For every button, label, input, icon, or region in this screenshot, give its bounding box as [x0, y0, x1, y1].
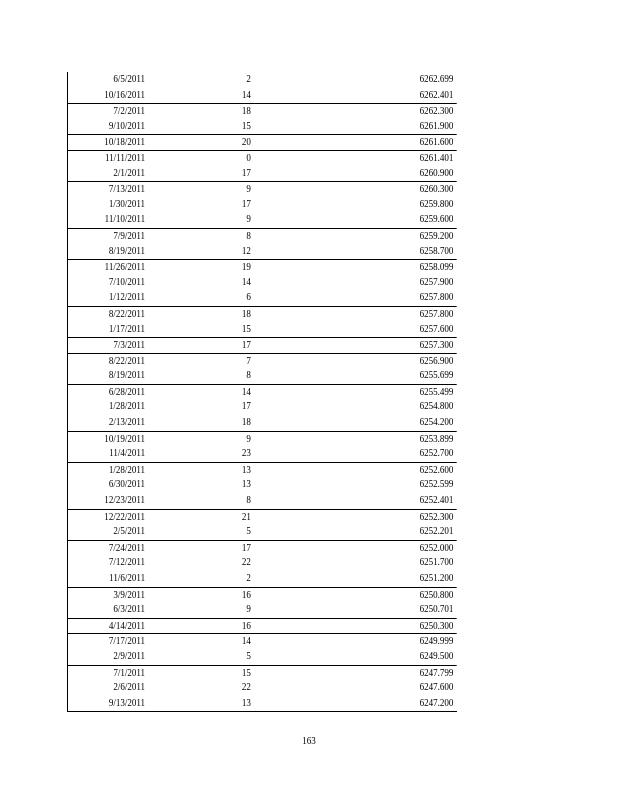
date-cell: 7/24/2011 — [108, 541, 146, 554]
date-cell: 8/19/2011 — [108, 244, 146, 257]
count-cell: 16 — [241, 588, 251, 601]
count-cell: 14 — [241, 275, 251, 288]
table-row — [68, 166, 457, 182]
count-cell: 22 — [241, 681, 251, 694]
date-cell: 11/11/2011 — [104, 151, 146, 164]
table-row — [68, 431, 457, 447]
table-row — [68, 384, 457, 400]
value-cell: 6257.900 — [419, 275, 454, 288]
count-cell: 0 — [246, 151, 251, 164]
count-cell: 14 — [241, 635, 251, 648]
table-row — [68, 555, 457, 571]
table-row — [68, 150, 457, 166]
data-table — [67, 72, 457, 712]
value-cell: 6255.499 — [419, 385, 454, 398]
date-cell: 1/28/2011 — [108, 463, 146, 476]
date-cell: 11/6/2011 — [109, 572, 146, 584]
table-row — [68, 103, 457, 119]
value-cell: 6252.401 — [419, 494, 454, 507]
count-cell: 17 — [241, 400, 251, 413]
value-cell: 6262.401 — [419, 88, 454, 101]
count-cell: 9 — [246, 603, 251, 616]
value-cell: 6257.800 — [419, 307, 454, 320]
date-cell: 7/13/2011 — [108, 183, 146, 196]
table-row — [68, 618, 457, 634]
value-cell: 6257.300 — [419, 339, 454, 352]
count-cell: 19 — [241, 261, 251, 274]
value-cell: 6254.800 — [419, 400, 454, 413]
table-row — [68, 306, 457, 322]
value-cell: 6260.900 — [419, 166, 454, 179]
table-row — [68, 290, 457, 306]
table-row — [68, 119, 457, 135]
value-cell: 6249.999 — [419, 635, 454, 648]
count-cell: 18 — [241, 105, 251, 118]
count-cell: 17 — [241, 541, 251, 554]
value-cell: 6247.600 — [419, 681, 454, 694]
table-row — [68, 197, 457, 213]
table-row — [68, 477, 457, 493]
date-cell: 7/12/2011 — [108, 556, 146, 569]
value-cell: 6257.600 — [419, 322, 454, 335]
count-cell: 8 — [246, 494, 251, 507]
count-cell: 6 — [246, 291, 251, 304]
table-row — [68, 680, 457, 696]
date-cell: 7/17/2011 — [108, 635, 146, 648]
date-cell: 11/26/2011 — [104, 261, 146, 274]
date-cell: 8/19/2011 — [108, 369, 146, 382]
date-cell: 8/22/2011 — [108, 354, 146, 367]
count-cell: 8 — [246, 229, 251, 242]
table-row — [68, 415, 457, 431]
value-cell: 6251.700 — [419, 556, 454, 569]
page-number: 163 — [302, 735, 316, 747]
table-row — [68, 524, 457, 540]
date-cell: 6/30/2011 — [108, 478, 146, 491]
value-cell: 6260.300 — [419, 183, 454, 196]
date-cell: 10/18/2011 — [104, 136, 146, 149]
value-cell: 6247.200 — [419, 696, 454, 709]
count-cell: 5 — [246, 525, 251, 538]
count-cell: 18 — [241, 416, 251, 429]
date-cell: 2/5/2011 — [113, 525, 146, 538]
date-cell: 7/1/2011 — [113, 666, 146, 679]
count-cell: 2 — [246, 572, 251, 584]
table-row — [68, 212, 457, 228]
date-cell: 10/19/2011 — [104, 432, 146, 445]
count-cell: 18 — [241, 307, 251, 320]
value-cell: 6252.599 — [419, 478, 454, 491]
count-cell: 7 — [246, 354, 251, 367]
table-row — [68, 540, 457, 556]
table-row — [68, 228, 457, 244]
table-row — [68, 134, 457, 150]
date-cell: 1/30/2011 — [108, 197, 146, 210]
count-cell: 17 — [241, 339, 251, 352]
table-row — [68, 337, 457, 353]
count-cell: 13 — [241, 478, 251, 491]
value-cell: 6254.200 — [419, 416, 454, 429]
table-row — [68, 602, 457, 618]
date-cell: 12/23/2011 — [104, 494, 146, 507]
value-cell: 6249.500 — [419, 649, 454, 662]
value-cell: 6262.300 — [419, 105, 454, 118]
value-cell: 6252.000 — [419, 541, 454, 554]
value-cell: 6247.799 — [419, 666, 454, 679]
count-cell: 13 — [241, 696, 251, 709]
value-cell: 6252.600 — [419, 463, 454, 476]
date-cell: 7/9/2011 — [113, 229, 146, 242]
count-cell: 8 — [246, 369, 251, 382]
value-cell: 6252.300 — [419, 510, 454, 523]
count-cell: 13 — [241, 463, 251, 476]
value-cell: 6250.300 — [419, 619, 454, 632]
count-cell: 15 — [241, 119, 251, 132]
value-cell: 6250.701 — [419, 603, 454, 616]
value-cell: 6251.200 — [419, 572, 454, 584]
date-cell: 3/9/2011 — [113, 588, 146, 601]
table-row — [68, 275, 457, 291]
table-row — [68, 446, 457, 462]
table-row — [68, 493, 457, 509]
value-cell: 6258.099 — [419, 261, 454, 274]
date-cell: 7/2/2011 — [113, 105, 146, 118]
count-cell: 15 — [241, 322, 251, 335]
date-cell: 11/10/2011 — [104, 213, 146, 226]
table-row — [68, 322, 457, 338]
date-cell: 1/17/2011 — [108, 322, 146, 335]
date-cell: 6/5/2011 — [113, 73, 146, 85]
table-row — [68, 665, 457, 681]
count-cell: 2 — [246, 73, 251, 85]
date-cell: 9/10/2011 — [108, 119, 146, 132]
count-cell: 12 — [241, 244, 251, 257]
table-row — [68, 259, 457, 275]
count-cell: 14 — [241, 385, 251, 398]
value-cell: 6252.201 — [419, 525, 454, 538]
date-cell: 6/28/2011 — [108, 385, 146, 398]
table-row — [68, 587, 457, 603]
value-cell: 6255.699 — [419, 369, 454, 382]
table-row — [68, 368, 457, 384]
table-row — [68, 649, 457, 665]
table-row — [68, 462, 457, 478]
count-cell: 17 — [241, 197, 251, 210]
count-cell: 16 — [241, 619, 251, 632]
count-cell: 5 — [246, 649, 251, 662]
date-cell: 12/22/2011 — [104, 510, 146, 523]
count-cell: 14 — [241, 88, 251, 101]
table-row — [68, 571, 457, 587]
date-cell: 8/22/2011 — [108, 307, 146, 320]
table-row — [68, 181, 457, 197]
date-cell: 2/1/2011 — [113, 166, 146, 179]
table-row — [68, 509, 457, 525]
date-cell: 1/12/2011 — [108, 291, 146, 304]
date-cell: 7/10/2011 — [108, 275, 146, 288]
value-cell: 6259.200 — [419, 229, 454, 242]
table-row — [68, 696, 457, 712]
date-cell: 4/14/2011 — [108, 619, 146, 632]
count-cell: 9 — [246, 213, 251, 226]
value-cell: 6256.900 — [419, 354, 454, 367]
table-row — [68, 353, 457, 369]
value-cell: 6261.401 — [419, 151, 454, 164]
date-cell: 1/28/2011 — [108, 400, 146, 413]
value-cell: 6261.600 — [419, 136, 454, 149]
date-cell: 11/4/2011 — [109, 447, 146, 460]
date-cell: 6/3/2011 — [113, 603, 146, 616]
date-cell: 7/3/2011 — [113, 339, 146, 352]
value-cell: 6261.900 — [419, 119, 454, 132]
table-row — [68, 88, 457, 104]
count-cell: 20 — [241, 136, 251, 149]
value-cell: 6259.800 — [419, 197, 454, 210]
value-cell: 6257.800 — [419, 291, 454, 304]
value-cell: 6250.800 — [419, 588, 454, 601]
count-cell: 22 — [241, 556, 251, 569]
value-cell: 6259.600 — [419, 213, 454, 226]
date-cell: 10/16/2011 — [104, 88, 146, 101]
count-cell: 9 — [246, 432, 251, 445]
count-cell: 17 — [241, 166, 251, 179]
table-row — [68, 399, 457, 415]
value-cell: 6253.899 — [419, 432, 454, 445]
date-cell: 2/13/2011 — [108, 416, 146, 429]
count-cell: 15 — [241, 666, 251, 679]
table-row — [68, 244, 457, 260]
value-cell: 6262.699 — [419, 73, 454, 85]
date-cell: 2/6/2011 — [113, 681, 146, 694]
table-row — [68, 633, 457, 649]
count-cell: 9 — [246, 183, 251, 196]
value-cell: 6258.700 — [419, 244, 454, 257]
date-cell: 9/13/2011 — [108, 696, 146, 709]
value-cell: 6252.700 — [419, 447, 454, 460]
date-cell: 2/9/2011 — [113, 649, 146, 662]
count-cell: 21 — [241, 510, 251, 523]
table-row — [68, 72, 457, 88]
count-cell: 23 — [241, 447, 251, 460]
